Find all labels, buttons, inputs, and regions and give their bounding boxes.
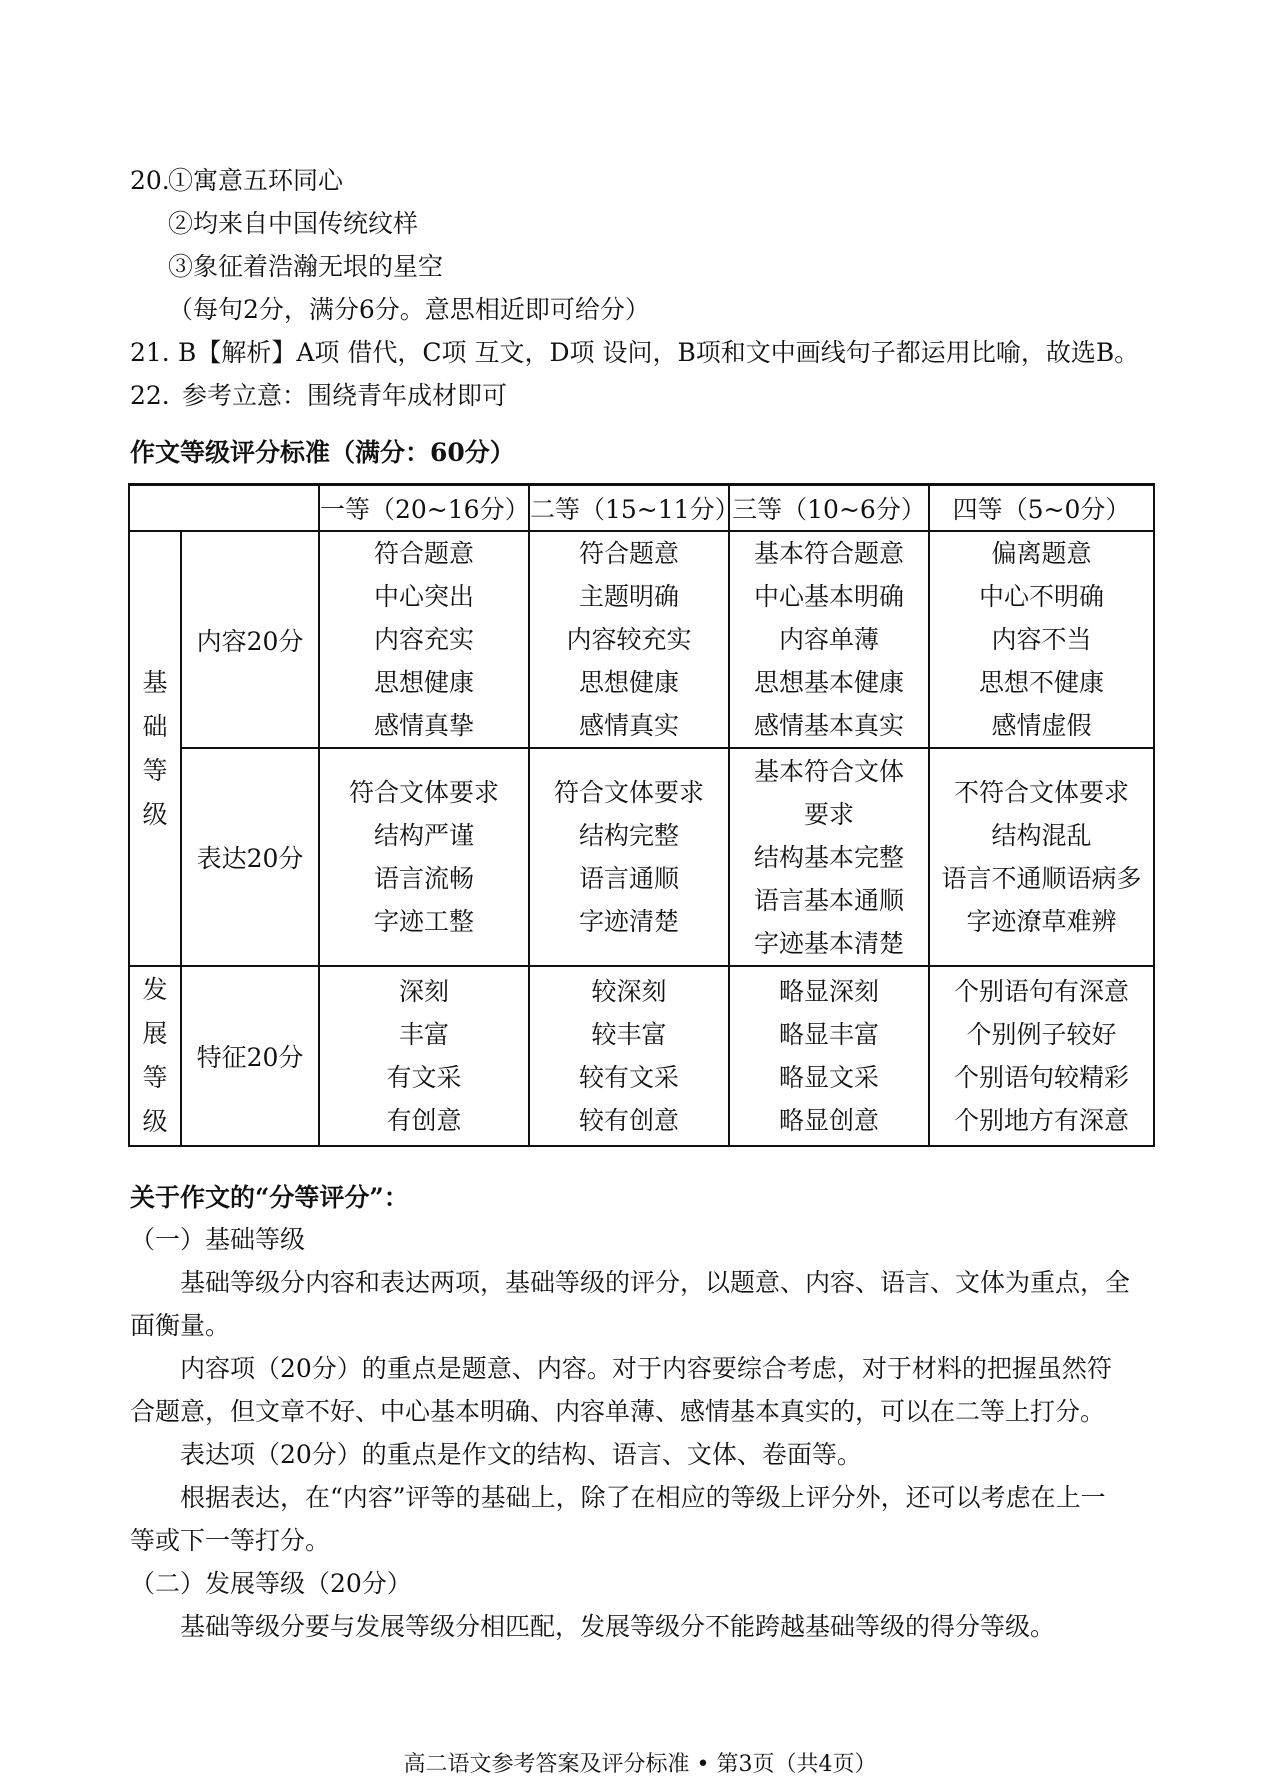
cell-line: 略显文采 xyxy=(778,1063,879,1092)
rubric-row-features xyxy=(129,966,1154,1146)
cell-line: 有文采 xyxy=(386,1063,462,1092)
rubric-header-grade-1: 一等（20~16分） xyxy=(319,485,529,532)
cell-line: 字迹清楚 xyxy=(578,907,679,936)
cell-line: 偏离题意 xyxy=(991,539,1092,568)
rubric-header-grade-4: 四等（5~0分） xyxy=(929,485,1154,532)
cell-line: 个别语句有深意 xyxy=(953,977,1129,1006)
rubric-corner-cell xyxy=(129,485,319,532)
rubric-header-grade-2: 二等（15~11分） xyxy=(529,485,729,532)
cell-line: 符合文体要求 xyxy=(348,778,499,807)
rubric-cell xyxy=(319,531,529,748)
cell-line: 内容不当 xyxy=(991,625,1092,654)
rubric-cell xyxy=(929,531,1154,748)
essay-rubric-table xyxy=(128,483,1155,1147)
cell-line: 不符合文体要求 xyxy=(953,778,1129,807)
rubric-basic-group-label xyxy=(129,531,181,966)
basic-label-char: 基 xyxy=(142,667,168,697)
grading-p2-line1: 内容项（20分）的重点是题意、内容。对于内容要综合考虑，对于材料的把握虽然符 xyxy=(180,1354,1112,1383)
cell-line: 略显丰富 xyxy=(778,1020,879,1049)
cell-line: 思想健康 xyxy=(578,668,679,697)
dev-label-char: 展 xyxy=(142,1019,168,1048)
page-footer: 高二语文参考答案及评分标准 • 第3页（共4页） xyxy=(403,1752,877,1777)
rubric-row-label-content: 内容20分 xyxy=(181,531,319,748)
cell-line: 思想健康 xyxy=(373,668,474,697)
cell-line: 符合文体要求 xyxy=(553,778,704,807)
rubric-row-label-features: 特征20分 xyxy=(181,966,319,1146)
cell-line: 符合题意 xyxy=(373,539,474,568)
cell-line: 较有创意 xyxy=(578,1106,679,1135)
cell-line: 结构混乱 xyxy=(991,821,1092,850)
cell-line: 个别地方有深意 xyxy=(953,1106,1129,1135)
rubric-cell xyxy=(729,748,929,966)
cell-line: 内容较充实 xyxy=(566,625,692,654)
cell-line: 深刻 xyxy=(398,977,449,1006)
cell-line: 符合题意 xyxy=(578,539,679,568)
rubric-header-grade-3: 三等（10~6分） xyxy=(729,485,929,532)
rubric-cell xyxy=(529,966,729,1146)
dev-label-char: 级 xyxy=(142,1107,168,1136)
grading-title: 关于作文的“分等评分”： xyxy=(130,1183,409,1212)
q21-number: 21. xyxy=(130,338,170,367)
q20-number: 20. xyxy=(130,166,170,195)
cell-line: 基本符合题意 xyxy=(753,539,904,568)
q20-item-3: ③象征着浩瀚无垠的星空 xyxy=(168,252,444,281)
grading-p2-line2: 合题意，但文章不好、中心基本明确、内容单薄、感情基本真实的，可以在二等上打分。 xyxy=(130,1397,1106,1426)
cell-line: 有创意 xyxy=(386,1106,462,1135)
grading-section1-title: （一）基础等级 xyxy=(130,1225,306,1254)
cell-line: 感情基本真实 xyxy=(753,711,904,740)
rubric-row-label-expression: 表达20分 xyxy=(181,748,319,966)
cell-line: 语言通顺 xyxy=(578,864,679,893)
cell-line: 较丰富 xyxy=(591,1020,667,1049)
rubric-cell xyxy=(929,966,1154,1146)
rubric-cell xyxy=(319,748,529,966)
cell-line: 思想不健康 xyxy=(978,668,1104,697)
cell-line: 较深刻 xyxy=(591,977,667,1006)
rubric-cell xyxy=(319,966,529,1146)
cell-line: 较有文采 xyxy=(578,1063,679,1092)
cell-line: 感情虚假 xyxy=(991,711,1092,740)
q20-item-1: ①寓意五环同心 xyxy=(168,166,344,195)
rubric-cell xyxy=(529,748,729,966)
cell-line: 内容单薄 xyxy=(778,625,879,654)
q21-text: B【解析】A项 借代，C项 互文，D项 设问，B项和文中画线句子都运用比喻，故选B。 xyxy=(178,338,1140,367)
q22-text: 参考立意：围绕青年成材即可 xyxy=(182,381,508,410)
cell-line: 字迹潦草难辨 xyxy=(966,907,1117,936)
cell-line: 中心不明确 xyxy=(978,582,1104,611)
grading-p1-line2: 面衡量。 xyxy=(130,1311,231,1340)
grading-p4-line1: 根据表达，在“内容”评等的基础上，除了在相应的等级上评分外，还可以考虑在上一 xyxy=(180,1483,1106,1512)
rubric-cell xyxy=(729,531,929,748)
cell-line: 思想基本健康 xyxy=(753,668,904,697)
cell-line: 字迹工整 xyxy=(373,907,474,936)
rubric-dev-group-label xyxy=(129,966,181,1146)
basic-label-char: 础 xyxy=(142,711,168,741)
q20-item-2: ②均来自中国传统纹样 xyxy=(168,209,419,238)
basic-label-char: 等 xyxy=(142,755,168,785)
cell-line: 主题明确 xyxy=(578,582,679,611)
cell-line: 字迹基本清楚 xyxy=(753,928,904,958)
cell-line: 语言不通顺语病多 xyxy=(941,864,1142,893)
cell-line: 略显创意 xyxy=(778,1106,879,1135)
grading-p5: 基础等级分要与发展等级分相匹配，发展等级分不能跨越基础等级的得分等级。 xyxy=(180,1612,1056,1641)
grading-p1-line1: 基础等级分内容和表达两项，基础等级的评分，以题意、内容、语言、文体为重点，全 xyxy=(180,1268,1131,1297)
essay-rubric-title: 作文等级评分标准（满分：60分） xyxy=(130,438,515,467)
cell-line: 中心突出 xyxy=(373,582,474,611)
dev-label-char: 发 xyxy=(142,975,168,1004)
cell-line: 丰富 xyxy=(398,1020,449,1049)
cell-line: 基本符合文体 xyxy=(753,756,904,786)
rubric-header-row xyxy=(129,485,1154,532)
cell-line: 结构完整 xyxy=(578,821,679,850)
cell-line: 结构严谨 xyxy=(373,821,474,850)
cell-line: 个别例子较好 xyxy=(966,1020,1117,1049)
q20-note: （每句2分，满分6分。意思相近即可给分） xyxy=(168,295,650,324)
grading-section2-title: （二）发展等级（20分） xyxy=(130,1569,412,1598)
cell-line: 结构基本完整 xyxy=(753,842,904,872)
grading-p3: 表达项（20分）的重点是作文的结构、语言、文体、卷面等。 xyxy=(180,1440,862,1469)
rubric-cell xyxy=(529,531,729,748)
q22-number: 22. xyxy=(130,381,170,410)
rubric-row-content xyxy=(129,531,1154,748)
cell-line: 个别语句较精彩 xyxy=(953,1063,1129,1092)
basic-label-char: 级 xyxy=(142,799,168,829)
cell-line: 内容充实 xyxy=(373,625,474,654)
cell-line: 要求 xyxy=(803,799,854,829)
cell-line: 感情真实 xyxy=(578,711,679,740)
cell-line: 中心基本明确 xyxy=(753,582,904,611)
cell-line: 语言基本通顺 xyxy=(753,885,904,915)
cell-line: 略显深刻 xyxy=(778,977,879,1006)
rubric-cell xyxy=(929,748,1154,966)
cell-line: 感情真挚 xyxy=(373,711,474,740)
dev-label-char: 等 xyxy=(142,1063,168,1092)
rubric-cell xyxy=(729,966,929,1146)
cell-line: 语言流畅 xyxy=(373,864,474,893)
rubric-row-expression xyxy=(129,748,1154,966)
grading-p4-line2: 等或下一等打分。 xyxy=(130,1526,331,1555)
